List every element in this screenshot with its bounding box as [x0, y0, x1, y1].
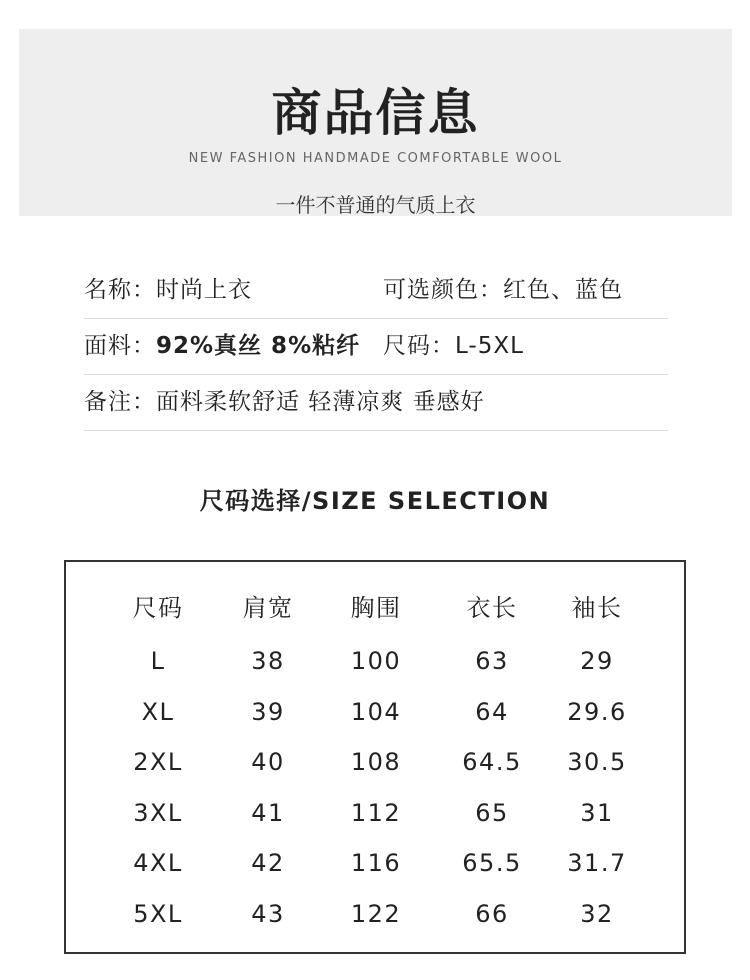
- table-cell: 41: [251, 799, 285, 827]
- table-cell: 5XL: [133, 900, 183, 928]
- table-cell: 66: [475, 900, 509, 928]
- info-row-name-color: [84, 262, 668, 319]
- table-cell: 29: [580, 647, 614, 675]
- table-cell: 100: [350, 647, 402, 675]
- product-size-label: 尺码：: [383, 333, 455, 359]
- table-cell: 43: [251, 900, 285, 928]
- table-cell: 108: [350, 748, 402, 776]
- banner-title: 商品信息: [271, 83, 480, 142]
- table-cell: 104: [350, 698, 402, 726]
- product-note-label: 备注：: [84, 389, 156, 415]
- table-header-cell: 袖长: [571, 594, 623, 622]
- table-cell: 42: [251, 849, 285, 877]
- product-size-range: [383, 332, 524, 360]
- product-note: [84, 388, 485, 416]
- table-header-cell: 胸围: [350, 594, 402, 622]
- product-name-label: 名称：: [84, 277, 156, 303]
- product-colors-value: 红色、蓝色: [503, 277, 623, 303]
- table-cell: 40: [251, 748, 285, 776]
- product-colors: [383, 276, 623, 304]
- table-cell: 29.6: [567, 698, 627, 726]
- table-cell: 64.5: [462, 748, 522, 776]
- product-fabric-label: 面料：: [84, 333, 156, 359]
- table-cell: 2XL: [133, 748, 183, 776]
- product-name-value: 时尚上衣: [156, 277, 252, 303]
- table-cell: 32: [580, 900, 614, 928]
- size-table: [64, 560, 686, 954]
- table-cell: 39: [251, 698, 285, 726]
- product-info-banner: [19, 29, 732, 216]
- product-colors-label: 可选颜色：: [383, 277, 503, 303]
- table-cell: 116: [350, 849, 402, 877]
- table-cell: 38: [251, 647, 285, 675]
- table-cell: 30.5: [567, 748, 627, 776]
- table-cell: 64: [475, 698, 509, 726]
- product-fabric-value: 92%真丝 8%粘纤: [156, 333, 361, 359]
- info-row-fabric-size: [84, 318, 668, 375]
- product-name: [84, 276, 252, 304]
- table-cell: L: [150, 647, 166, 675]
- table-cell: XL: [141, 698, 175, 726]
- info-row-note: [84, 374, 668, 431]
- product-size-value: L-5XL: [455, 333, 524, 359]
- table-cell: 4XL: [133, 849, 183, 877]
- banner-subtitle: NEW FASHION HANDMADE COMFORTABLE WOOL: [188, 151, 563, 166]
- table-cell: 31: [580, 799, 614, 827]
- table-header-cell: 肩宽: [242, 594, 294, 622]
- banner-tagline: 一件不普通的气质上衣: [275, 193, 476, 217]
- table-cell: 122: [350, 900, 402, 928]
- product-note-value: 面料柔软舒适 轻薄凉爽 垂感好: [156, 389, 485, 415]
- table-cell: 65: [475, 799, 509, 827]
- table-header-cell: 尺码: [132, 594, 184, 622]
- table-cell: 31.7: [567, 849, 627, 877]
- table-header-cell: 衣长: [466, 594, 518, 622]
- table-cell: 3XL: [133, 799, 183, 827]
- table-cell: 65.5: [462, 849, 522, 877]
- table-cell: 63: [475, 647, 509, 675]
- table-cell: 112: [350, 799, 402, 827]
- product-fabric: [84, 332, 360, 360]
- size-selection-title: 尺码选择/SIZE SELECTION: [199, 487, 551, 515]
